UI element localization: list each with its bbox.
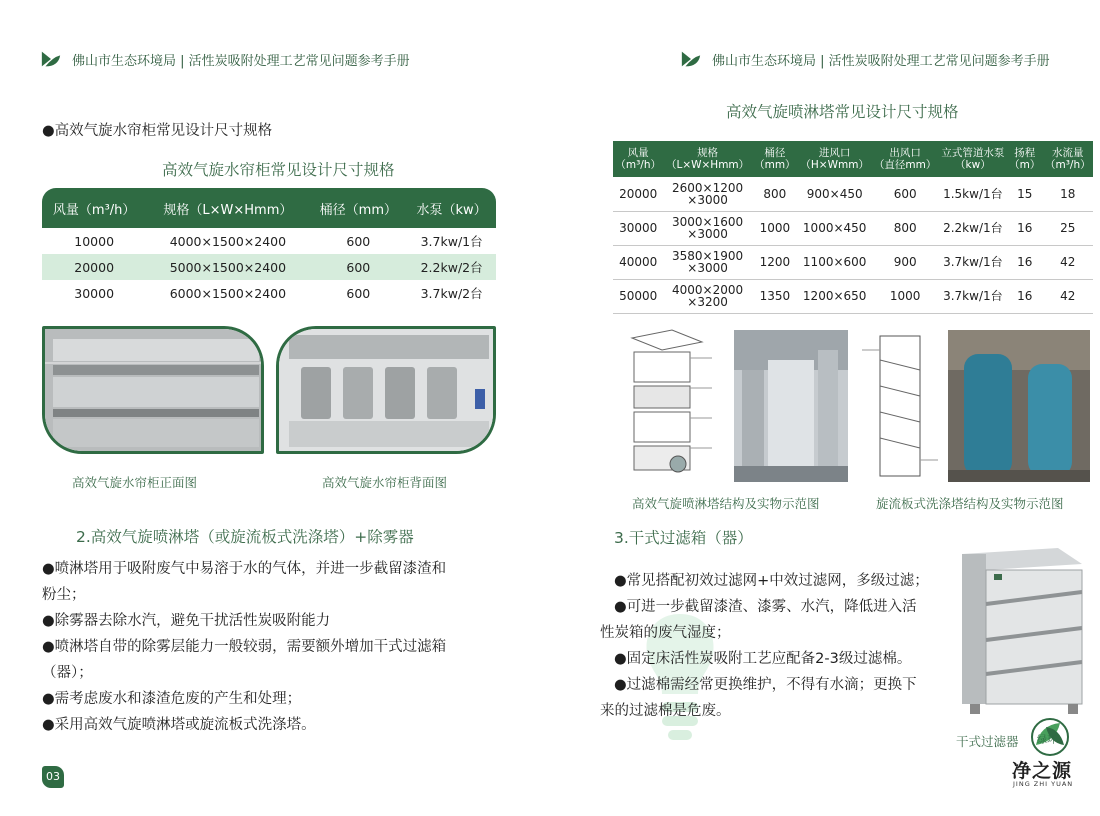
table-cell: 15: [1007, 177, 1043, 211]
table-cell: 600: [309, 254, 407, 280]
table-cell: 800: [752, 177, 798, 211]
paragraph: ●需考虑废水和漆渣危废的产生和处理；: [42, 691, 302, 707]
table-row: [42, 254, 496, 280]
table-cell: 10000: [74, 233, 115, 249]
table-cell: 1000: [752, 211, 798, 245]
table-cell: 18: [1043, 177, 1093, 211]
table-row: [613, 245, 1093, 279]
table-cell: 30000: [74, 285, 115, 301]
paragraph: ●可进一步截留漆渣、漆雾、水汽，降低进入活: [614, 599, 917, 615]
table-cell: 900: [871, 245, 938, 279]
back-photo-caption: 高效气旋水帘柜背面图: [322, 475, 448, 490]
table-cell: 20000: [42, 254, 146, 280]
table-cell: 2.2kw/2台: [407, 254, 496, 280]
table-cell: 3.7kw/1台: [420, 234, 483, 249]
col-header: 风量 （m³/h）: [613, 141, 663, 177]
paragraph: 来的过滤棉是危废。: [600, 703, 731, 719]
paragraph: ●常见搭配初效过滤网+中效过滤网，多级过滤；: [614, 573, 929, 589]
paragraph: （器）；: [42, 665, 93, 681]
table-row: [42, 228, 496, 254]
table-cell: 600: [346, 285, 371, 301]
table-cell: 1200×650: [798, 279, 872, 313]
table-cell: 1350: [752, 279, 798, 313]
table-cell: 6000×1500×2400: [169, 285, 287, 301]
front-photo-caption: 高效气旋水帘柜正面图: [72, 475, 198, 490]
leaf-logo-icon: [40, 48, 62, 70]
paragraph: 粉尘；: [42, 587, 86, 603]
dry-filter-photo: [958, 544, 1086, 716]
table-cell: 1.5kw/1台: [939, 177, 1007, 211]
scrubber-tower-caption: 旋流板式洗涤塔结构及实物示范图: [876, 496, 1064, 511]
paragraph: ●采用高效气旋喷淋塔或旋流板式洗涤塔。: [42, 717, 316, 733]
table-cell: 4000×2000 ×3200: [663, 279, 751, 313]
table-cell: 4000×1500×2400: [169, 233, 287, 249]
table-cell: 600: [871, 177, 938, 211]
table-cell: 50000: [613, 279, 663, 313]
section-2-title: 2.高效气旋喷淋塔（或旋流板式洗涤塔）+除雾器: [76, 528, 414, 546]
table-title: 高效气旋水帘柜常见设计尺寸规格: [162, 161, 395, 179]
paragraph: ●喷淋塔用于吸附废气中易溶于水的气体，并进一步截留漆渣和: [42, 561, 447, 577]
table-row: [42, 280, 496, 306]
table-row: [613, 177, 1093, 211]
leaf-logo-icon: [680, 48, 702, 70]
table-cell: 3.7kw/1台: [939, 279, 1007, 313]
header-text: 佛山市生态环境局 | 活性炭吸附处理工艺常见问题参考手册: [72, 53, 410, 69]
table-cell: 2600×1200 ×3000: [663, 177, 751, 211]
scrubber-structure-diagram: [858, 330, 942, 482]
bullet-title: ●高效气旋水帘柜常见设计尺寸规格: [42, 123, 273, 139]
spray-tower-structure-diagram: [612, 328, 724, 486]
scrubber-tower-photo: [948, 330, 1090, 482]
table-cell: 20000: [613, 177, 663, 211]
table-cell: 16: [1007, 279, 1043, 313]
col-header: 桶径 （mm）: [752, 141, 798, 177]
table-cell: 3580×1900 ×3000: [663, 245, 751, 279]
paragraph: 性炭箱的废气湿度；: [600, 625, 731, 641]
col-header: 水流量 （m³/h）: [1043, 141, 1093, 177]
spray-tower-photo: [734, 330, 848, 482]
paragraph: ●喷淋塔自带的除雾层能力一般较弱，需要额外增加干式过滤箱: [42, 639, 447, 655]
col-header: 扬程 （m）: [1007, 141, 1043, 177]
col-header: 立式管道水泵 （kw）: [939, 141, 1007, 177]
section-3-title: 3.干式过滤箱（器）: [614, 529, 753, 547]
table-cell: 25: [1043, 211, 1093, 245]
table-cell: 16: [1007, 211, 1043, 245]
table-cell: 42: [1043, 245, 1093, 279]
table-cell: 3000×1600 ×3000: [663, 211, 751, 245]
col-header: 出风口 （直径mm）: [871, 141, 938, 177]
section-3-body: [600, 568, 950, 724]
table-cell: 800: [871, 211, 938, 245]
table-cell: 16: [1007, 245, 1043, 279]
paragraph: ●除雾器去除水汽，避免干扰活性炭吸附能力: [42, 613, 331, 629]
table-cell: 30000: [613, 211, 663, 245]
table-cell: 1200: [752, 245, 798, 279]
spray-tower-spec-table: [613, 141, 1093, 314]
paragraph: ●过滤棉需经常更换维护，不得有水滴；更换下: [614, 677, 917, 693]
col-header: 进风口 （H×Wmm）: [798, 141, 872, 177]
table-cell: 5000×1500×2400: [146, 254, 309, 280]
col-header: 风量（m³/h）: [42, 188, 146, 228]
water-curtain-spec-table: [42, 188, 496, 306]
left-header: [40, 48, 410, 70]
table-cell: 600: [346, 233, 371, 249]
paragraph: ●固定床活性炭吸附工艺应配备2-3级过滤棉。: [614, 651, 912, 667]
table-cell: 3.7kw/1台: [939, 245, 1007, 279]
dry-filter-caption: 干式过滤器: [956, 734, 1019, 749]
table-title: 高效气旋喷淋塔常见设计尺寸规格: [726, 103, 959, 121]
col-header: 规格（L×W×Hmm）: [146, 188, 309, 228]
logo-subtext: JING ZHI YUAN: [1013, 780, 1074, 788]
right-header: [680, 48, 1050, 70]
table-row: [613, 211, 1093, 245]
table-cell: 1000: [871, 279, 938, 313]
water-curtain-front-photo: [42, 326, 264, 454]
page-number: 03: [42, 766, 64, 788]
logo-text: 净之源: [1012, 760, 1073, 782]
table-cell: 42: [1043, 279, 1093, 313]
water-curtain-back-photo: [276, 326, 496, 454]
logo-badge-text: 绿环: [1037, 735, 1057, 746]
header-text: 佛山市生态环境局 | 活性炭吸附处理工艺常见问题参考手册: [712, 53, 1050, 69]
spray-tower-caption: 高效气旋喷淋塔结构及实物示范图: [632, 496, 820, 511]
table-cell: 1000×450: [798, 211, 872, 245]
table-cell: 40000: [613, 245, 663, 279]
table-cell: 2.2kw/1台: [939, 211, 1007, 245]
table-cell: 900×450: [798, 177, 872, 211]
table-cell: 1100×600: [798, 245, 872, 279]
table-row: [613, 279, 1093, 313]
col-header: 规格 （L×W×Hmm）: [663, 141, 751, 177]
col-header: 桶径（mm）: [309, 188, 407, 228]
right-page: [550, 0, 1100, 816]
table-cell: 3.7kw/2台: [420, 286, 483, 301]
section-2-body: [42, 556, 502, 738]
col-header: 水泵（kw）: [407, 188, 496, 228]
